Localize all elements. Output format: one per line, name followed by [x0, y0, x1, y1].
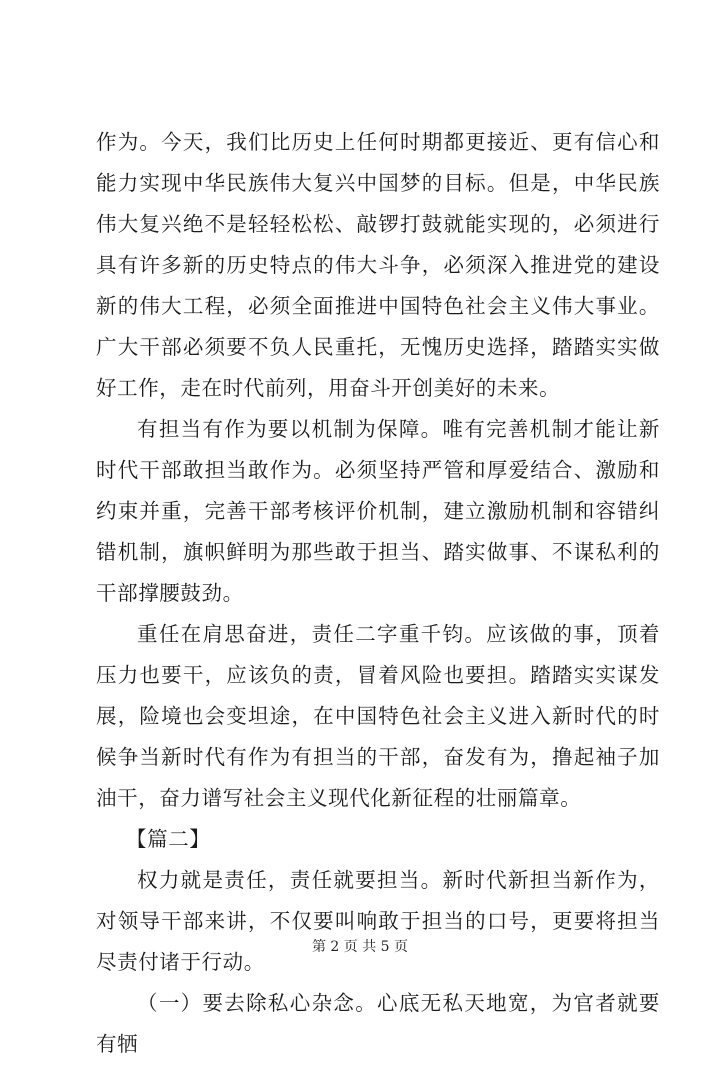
section-heading: 【篇二】 [126, 827, 211, 851]
page-number-footer: 第 2 页 共 5 页 [311, 939, 409, 955]
paragraph-1: 作为。今天，我们比历史上任何时期都更接近、更有信心和能力实现中华民族伟大复兴中国梦的目标。但是，中华民族伟大复兴绝不是轻轻松松、敲锣打鼓就能实现的，必须进行具有许多新的历史特点的伟大斗争，必须深入推进党的建设新的伟大工程，必须全面推进中国特色社会主义伟大事业。广大干部必须要不负人民重托，无愧历史选择，踏踏实实做好工作，走在时代前列，用奋斗开创美好的未来。 [96, 130, 660, 400]
paragraph-3: 重任在肩思奋进，责任二字重千钧。应该做的事，顶着压力也要干，应该负的责，冒着风险也要担。踏踏实实谋发展，险境也会变坦途，在中国特色社会主义进入新时代的时候争当新时代有作为有担当的干部，奋发有为，撸起袖子加油干，奋力谱写社会主义现代化新征程的壮丽篇章。 [96, 622, 660, 810]
paragraph-4: 权力就是责任，责任就要担当。新时代新担当新作为，对领导干部来讲，不仅要叫响敢于担当的口号，更要将担当尽责付诸于行动。 [96, 868, 660, 974]
paragraph-2: 有担当有作为要以机制为保障。唯有完善机制才能让新时代干部敢担当敢作为。必须坚持严管和厚爱结合、激励和约束并重，完善干部考核评价机制，建立激励机制和容错纠错机制，旗帜鲜明为那些敢于担当、踏实做事、不谋私利的干部撑腰鼓劲。 [96, 417, 660, 605]
document-body [96, 122, 660, 1065]
paragraph-5: （一）要去除私心杂念。心底无私天地宽，为官者就要有牺 [96, 991, 660, 1056]
